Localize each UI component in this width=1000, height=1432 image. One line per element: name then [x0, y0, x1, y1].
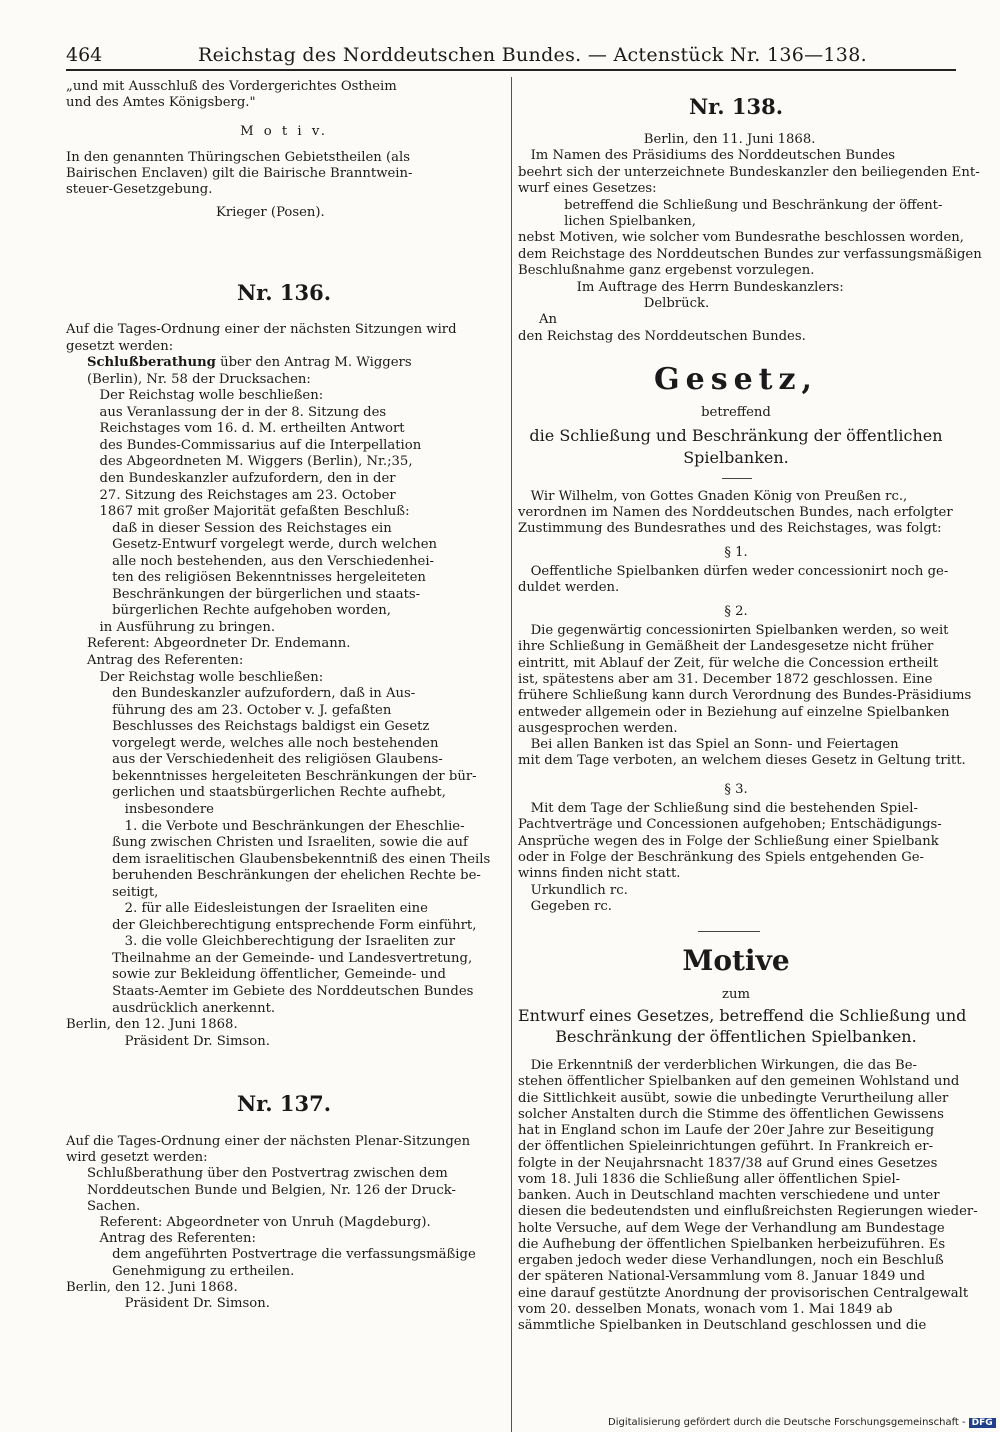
text-line: holte Versuche, auf dem Wege der Verhandlung am Bundestage — [518, 1220, 945, 1236]
section-3-heading: § 3. — [724, 782, 748, 797]
text-line: alle noch bestehenden, aus den Verschiedenhei- — [66, 553, 434, 569]
motiv-signature: Krieger (Posen). — [216, 205, 325, 220]
text-line: Staats-Aemter im Gebiete des Norddeutschen Bundes — [66, 984, 474, 999]
text-line: banken. Auch in Deutschland machten verschiedene und unter — [518, 1188, 940, 1203]
footer-text: Digitalisierung gefördert durch die Deutsche Forschungsgemeinschaft - — [608, 1417, 966, 1428]
text-line: Pachtverträge und Concessionen aufgehoben; Entschädigungs- — [518, 817, 942, 833]
text-line: Beschränkungen der bürgerlichen und staats- — [66, 586, 421, 602]
gesetz-title-line: die Schließung und Beschränkung der öffentlichen — [529, 426, 943, 445]
text-line: Berlin, den 12. Juni 1868. — [66, 1017, 238, 1033]
text-line: Auf die Tages-Ordnung einer der nächsten Sitzungen wird — [66, 322, 457, 337]
text-line: Präsident Dr. Simson. — [66, 1033, 270, 1049]
text-line: Urkundlich rc. — [518, 882, 628, 898]
gesetz-heading: Gesetz, — [653, 362, 819, 397]
text-line: winns finden nicht statt. — [518, 866, 681, 882]
motiv-line: Bairischen Enclaven) gilt die Bairische Branntwein- — [66, 166, 413, 181]
footer-credit — [608, 1417, 996, 1428]
motiv-heading: M o t i v. — [240, 124, 328, 139]
quote-line: „und mit Ausschluß des Vordergerichtes Ostheim — [66, 79, 397, 94]
text-line: dem angeführten Postvertrage die verfassungsmäßige — [66, 1247, 476, 1263]
column-divider — [511, 77, 512, 1432]
text-line: entweder allgemein oder in Beziehung auf einzelne Spielbanken — [518, 704, 950, 720]
text-line: des Abgeordneten M. Wiggers (Berlin), Nr.;35, — [66, 454, 413, 470]
text-line: Präsident Dr. Simson. — [66, 1296, 270, 1311]
text-line: der Gleichberechtigung entsprechende Form einführt, — [66, 917, 477, 933]
text-line: ausdrücklich anerkennt. — [66, 1000, 276, 1016]
section-1-heading: § 1. — [724, 545, 748, 560]
text-line: vom 20. desselben Monats, wonach vom 1. Mai 1849 ab — [518, 1301, 893, 1317]
nr137-heading: Nr. 137. — [236, 1091, 332, 1116]
text-line: dem Reichstage des Norddeutschen Bundes zur verfassungsmäßigen — [518, 246, 982, 262]
text-line: mit dem Tage verboten, an welchem dieses Gesetz in Geltung tritt. — [518, 753, 966, 769]
text-line: frühere Schließung kann durch Verordnung des Bundes-Präsidiums — [518, 688, 972, 704]
text-line: Referent: Abgeordneter von Unruh (Magdeburg). — [66, 1215, 431, 1230]
text-line: Die Erkenntniß der verderblichen Wirkungen, die das Be- — [518, 1058, 917, 1073]
text-line: Antrag des Referenten: — [66, 653, 244, 668]
motive-zum: zum — [722, 987, 750, 1002]
text-line: Zustimmung des Bundesrathes und des Reichstages, was folgt: — [518, 521, 942, 537]
text-line: eintritt, mit Ablauf der Zeit, für welche die Concession ertheilt — [518, 655, 938, 671]
text-line: Schlußberathung über den Postvertrag zwischen dem — [66, 1166, 448, 1182]
text-line: aus Veranlassung der in der 8. Sitzung des — [66, 404, 387, 420]
text-line: Beschlußnahme ganz ergebenst vorzulegen. — [518, 263, 815, 279]
text-line: Oeffentliche Spielbanken dürfen weder concessionirt noch ge- — [518, 564, 949, 579]
text-line: sämmtliche Spielbanken in Deutschland geschlossen und die — [518, 1318, 927, 1333]
text-line: die Aufhebung der öffentlichen Spielbanken herbeizuführen. Es — [518, 1236, 946, 1252]
text-line: ergaben jedoch weder diese Verhandlungen, noch ein Beschluß — [518, 1253, 944, 1268]
text-line: ihre Schließung in Gemäßheit der Landesgesetze nicht früher — [518, 639, 934, 655]
text-line: nebst Motiven, wie solcher vom Bundesrathe beschlossen worden, — [518, 230, 964, 246]
text-line: der öffentlichen Spieleinrichtungen geführt. In Frankreich er- — [518, 1139, 934, 1155]
text-line: 1867 mit großer Majorität gefaßten Beschluß: — [66, 504, 410, 520]
text-line: Gegeben rc. — [518, 898, 612, 914]
short-rule — [698, 931, 760, 932]
motive-title-line: Beschränkung der öffentlichen Spielbanken. — [555, 1027, 917, 1046]
text-line: lichen Spielbanken, — [518, 214, 696, 229]
text-line: hat in England schon im Laufe der 20er Jahre zur Beseitigung — [518, 1123, 935, 1138]
text-line: Ansprüche wegen des in Folge der Schließung einer Spielbank — [518, 833, 939, 849]
text-line: Antrag des Referenten: — [66, 1231, 256, 1247]
text-line: in Ausführung zu bringen. — [66, 619, 276, 635]
text-line: Berlin, den 12. Juni 1868. — [66, 1279, 238, 1295]
text-line: Bei allen Banken ist das Spiel an Sonn- und Feiertagen — [518, 737, 899, 753]
text-line: 2. für alle Eidesleistungen der Israeliten eine — [66, 901, 428, 917]
text-line: diesen die bedeutendsten und einflußreichsten Regierungen wieder- — [518, 1204, 978, 1220]
short-rule — [722, 478, 752, 479]
text-line: Mit dem Tage der Schließung sind die bestehenden Spiel- — [518, 801, 918, 816]
text-line: bürgerlichen Rechte aufgehoben worden, — [66, 603, 391, 619]
text-line: wurf eines Gesetzes: — [518, 181, 657, 197]
quote-line: und des Amtes Königsberg." — [66, 95, 256, 110]
header-title: Reichstag des Norddeutschen Bundes. — Actenstück Nr. 136—138. — [198, 44, 867, 66]
text-line: Im Auftrage des Herrn Bundeskanzlers: — [518, 279, 844, 295]
text-line: Wir Wilhelm, von Gottes Gnaden König von Preußen rc., — [518, 489, 908, 504]
text-line: Reichstages vom 16. d. M. ertheilten Antwort — [66, 421, 405, 437]
text-line: ten des religiösen Bekenntnisses hergeleiteten — [66, 570, 426, 586]
text-line: aus der Verschiedenheit des religiösen Glaubens- — [66, 752, 443, 768]
gesetz-betreffend: betreffend — [701, 405, 771, 420]
right-column — [518, 0, 982, 1400]
text-line: (Berlin), Nr. 58 der Drucksachen: — [66, 371, 311, 387]
text-line: beruhenden Beschränkungen der ehelichen Rechte be- — [66, 868, 481, 884]
motiv-line: steuer-Gesetzgebung. — [66, 182, 213, 197]
text-line: dem israelitischen Glaubensbekenntniß des einen Theils — [66, 851, 491, 867]
nr138-heading: Nr. 138. — [688, 94, 784, 119]
text-line: seitigt, — [66, 884, 159, 900]
text-line: Sachen. — [66, 1198, 141, 1214]
text-line: Beschlusses des Reichstags baldigst ein Gesetz — [66, 719, 430, 735]
text-line: verordnen im Namen des Norddeutschen Bundes, nach erfolgter — [518, 505, 953, 521]
left-column — [66, 0, 502, 1400]
text-line: vorgelegt werde, welches alle noch bestehenden — [66, 735, 439, 751]
text-line: insbesondere — [66, 801, 214, 817]
text-line: führung des am 23. October v. J. gefaßten — [66, 702, 392, 718]
nr136-heading: Nr. 136. — [236, 280, 332, 305]
page-number: 464 — [66, 44, 103, 66]
text-line: stehen öffentlicher Spielbanken auf den gemeinen Wohlstand und — [518, 1074, 960, 1090]
text-line: den Bundeskanzler aufzufordern, daß in Aus- — [66, 686, 416, 702]
text-line: Der Reichstag wolle beschließen: — [66, 388, 324, 404]
text-line: Die gegenwärtig concessionirten Spielbanken werden, so weit — [518, 623, 949, 638]
text-line: eine darauf gestützte Anordnung der provisorischen Centralgewalt — [518, 1285, 969, 1301]
motiv-line: In den genannten Thüringschen Gebietstheilen (als — [66, 150, 410, 165]
text-line: Im Namen des Präsidiums des Norddeutschen Bundes — [518, 148, 896, 164]
text-line: Norddeutschen Bunde und Belgien, Nr. 126 der Druck- — [66, 1182, 457, 1198]
text-line: Schlußberathung über den Antrag M. Wiggers — [86, 355, 412, 371]
text-line: duldet werden. — [518, 580, 620, 596]
text-line: Theilnahme an der Gemeinde- und Landesvertretung, — [66, 950, 473, 966]
text-line: folgte in der Neujahrsnacht 1837/38 auf Grund eines Gesetzes — [518, 1155, 938, 1171]
text-line: Gesetz-Entwurf vorgelegt werde, durch welchen — [66, 537, 438, 553]
text-line: ausgesprochen werden. — [518, 720, 678, 736]
text-line: die Sittlichkeit ausübt, sowie die unbedingte Verurtheilung aller — [518, 1090, 949, 1106]
text-line: gesetzt werden: — [66, 338, 174, 354]
text-line: gerlichen und staatsbürgerlichen Rechte aufhebt, — [66, 785, 446, 801]
text-line: Berlin, den 11. Juni 1868. — [518, 132, 816, 147]
text-line: den Bundeskanzler aufzufordern, den in der — [66, 470, 396, 486]
gesetz-title-line: Spielbanken. — [683, 448, 789, 467]
text-line: Genehmigung zu ertheilen. — [66, 1263, 295, 1279]
text-line: daß in dieser Session des Reichstages ein — [66, 520, 392, 536]
text-line: des Bundes-Commissarius auf die Interpellation — [66, 437, 422, 453]
text-line: 1. die Verbote und Beschränkungen der Eheschlie- — [66, 818, 465, 834]
text-line: Der Reichstag wolle beschließen: — [66, 669, 324, 685]
text-line: Referent: Abgeordneter Dr. Endemann. — [66, 636, 351, 652]
motive-title-line: Entwurf eines Gesetzes, betreffend die Schließung und — [518, 1006, 967, 1025]
motive-heading: Motive — [682, 944, 790, 977]
text-line: der späteren National-Versammlung vom 8. Januar 1849 und — [518, 1269, 926, 1285]
dfg-logo: DFG — [969, 1418, 996, 1428]
text-line: ßung zwischen Christen und Israeliten, sowie die auf — [66, 835, 468, 851]
text-line: sowie zur Bekleidung öffentlicher, Gemeinde- und — [66, 967, 446, 983]
text-line: oder in Folge der Beschränkung des Spiels entgehenden Ge- — [518, 849, 925, 865]
text-line: beehrt sich der unterzeichnete Bundeskanzler den beiliegenden Ent- — [518, 164, 980, 180]
text-line: 3. die volle Gleichberechtigung der Israeliten zur — [66, 934, 456, 950]
text-line: den Reichstag des Norddeutschen Bundes. — [518, 328, 806, 344]
section-2-heading: § 2. — [724, 604, 748, 619]
text-line: solcher Anstalten durch die Stimme des öffentlichen Gewissens — [518, 1106, 944, 1122]
text-line: betreffend die Schließung und Beschränkung der öffent- — [518, 197, 943, 213]
text-line: Auf die Tages-Ordnung einer der nächsten Plenar-Sitzungen — [66, 1134, 471, 1149]
text-line: wird gesetzt werden: — [66, 1150, 208, 1166]
text-line: ist, spätestens aber am 31. December 1872 geschlossen. Eine — [518, 671, 933, 687]
text-line: vom 18. Juli 1836 die Schließung aller öffentlichen Spiel- — [518, 1171, 901, 1187]
text-line: Delbrück. — [518, 296, 710, 311]
text-line: An — [518, 312, 557, 328]
text-line: bekenntnisses hergeleiteten Beschränkungen der bür- — [66, 768, 477, 784]
text-line: 27. Sitzung des Reichstages am 23. October — [66, 487, 396, 503]
